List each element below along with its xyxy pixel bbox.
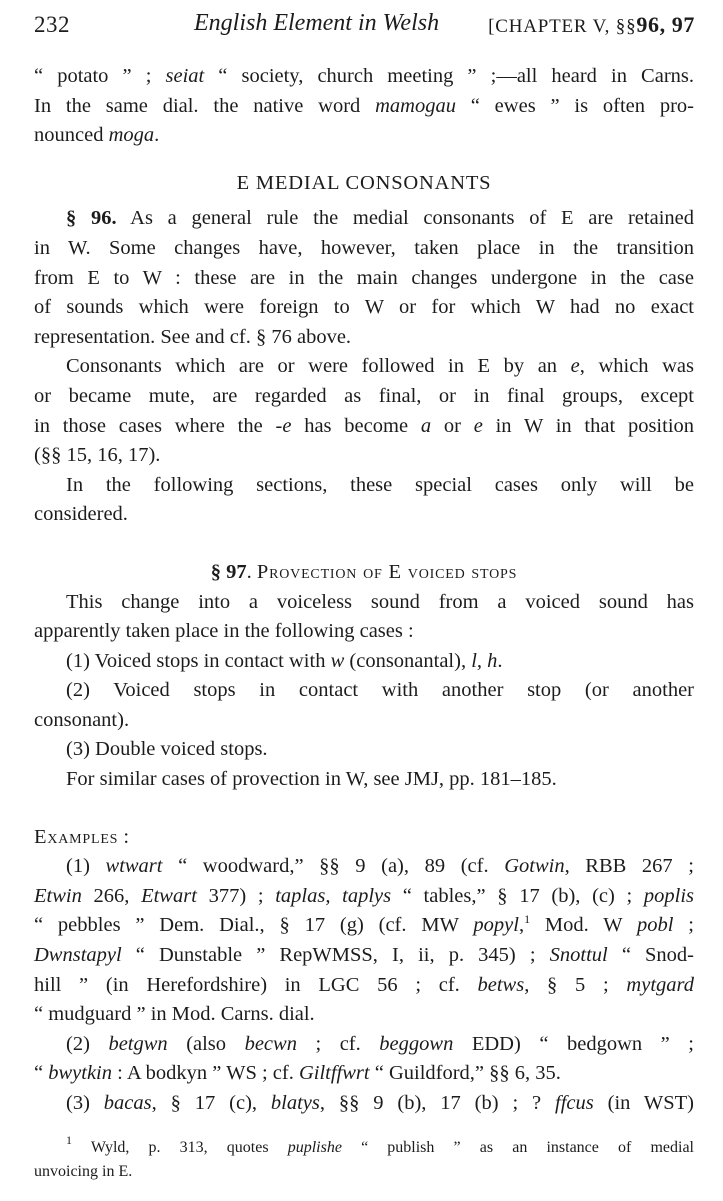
- body-line: Consonants which are or were followed in E by an e, which was: [66, 355, 695, 378]
- body-line: in those cases where the -e has become a or e in W in that position: [34, 414, 695, 437]
- examples-heading: Examples :: [34, 825, 130, 848]
- body-line: In the following sections, these special cases only will be: [66, 473, 694, 496]
- example-line: Dwnstapyl “ Dunstable ” RepWMSS, I, ii, p. 345) ; Snottul “ Snod-: [34, 944, 695, 967]
- example-line: (3) bacas, § 17 (c), blatys, §§ 9 (b), 17 (b) ; ? ffcus (in WST): [66, 1092, 694, 1114]
- italic-term: seiat: [165, 65, 205, 87]
- section-heading: § 97. Provection of E voiced stops: [210, 560, 518, 583]
- footnote: [34, 1133, 694, 1184]
- italic-term: becwn: [244, 1032, 297, 1055]
- section-number: § 96.: [66, 207, 117, 230]
- section-heading: E MEDIAL CONSONANTS: [236, 171, 492, 194]
- example-line: “ mudguard ” in Mod. Carns. dial.: [34, 1003, 315, 1026]
- italic-term: bwytkin: [48, 1062, 112, 1085]
- body-line: (§§ 15, 16, 17).: [34, 444, 161, 467]
- body-line: For similar cases of provection in W, see JMJ, pp. 181–185.: [66, 768, 557, 791]
- italic-term: Snottul: [549, 944, 608, 967]
- body-line: of sounds which were foreign to W or for which W had no exact: [34, 296, 694, 319]
- body-line: § 96. As a general rule the medial consonants of E are retained: [66, 207, 694, 230]
- example-line: “ pebbles ” Dem. Dial., § 17 (g) (cf. MW popyl,$^1$ Mod. W pobl ;: [34, 912, 694, 937]
- example-line: hill ” (in Herefordshire) in LGC 56 ; cf. betws, § 5 ; mytgard: [34, 973, 694, 996]
- example-line: (2) betgwn (also becwn ; cf. beggown EDD) “ bedgown ” ;: [66, 1032, 694, 1055]
- list-item: (1) Voiced stops in contact with w (consonantal), l, h.: [66, 649, 503, 672]
- italic-term: ffcus: [555, 1092, 594, 1114]
- example-line: “ bwytkin : A bodkyn ” WS ; cf. Giltffwrt “ Guildford,” §§ 6, 35.: [34, 1062, 561, 1085]
- footnote-line: $^1$ Wyld, p. 313, quotes puplishe “ publish ” as an instance of medial: [66, 1133, 694, 1156]
- italic-term: mamogau: [375, 94, 456, 117]
- body-line: “ potato ” ; seiat “ society, church meeting ” ;—all heard in Carns.: [34, 65, 694, 87]
- italic-term: Gotwin: [504, 855, 565, 878]
- italic-term: blatys: [270, 1092, 320, 1114]
- body-line: in W. Some changes have, however, taken place in the transition: [34, 236, 694, 259]
- page-number: 232: [34, 12, 70, 37]
- footnote-ref: 1: [524, 912, 531, 927]
- italic-term: moga: [108, 124, 155, 147]
- italic-term: poplis: [643, 884, 695, 907]
- footnote-marker: 1: [66, 1133, 72, 1147]
- body-line: In the same dial. the native word mamogau “ ewes ” is often pro-: [34, 94, 694, 117]
- italic-term: popyl: [473, 914, 519, 937]
- body-line: nounced moga.: [34, 124, 160, 147]
- italic-term: pobl: [637, 914, 674, 937]
- italic-term: betgwn: [108, 1032, 168, 1055]
- italic-term: wtwart: [105, 855, 163, 878]
- italic-term: e: [473, 414, 483, 437]
- body-line: apparently taken place in the following cases :: [34, 620, 414, 643]
- body-line: This change into a voiceless sound from a voiced sound has: [66, 590, 694, 613]
- italic-term: mytgard: [626, 973, 694, 996]
- chapter-reference: [488, 12, 695, 38]
- italic-term: betws: [477, 973, 525, 996]
- body-text: [34, 62, 694, 1119]
- italic-term: e: [282, 414, 292, 437]
- italic-term: Etwart: [141, 884, 197, 907]
- body-line: or became mute, are regarded as final, or in final groups, except: [34, 384, 694, 407]
- small-caps-text: Provection of E voiced stops: [256, 560, 518, 583]
- running-title: English Element in Welsh: [194, 10, 440, 36]
- italic-term: taplas, taplys: [275, 884, 392, 907]
- body-line: from E to W : these are in the main changes undergone in the case: [34, 266, 694, 289]
- body-line: consonant).: [34, 708, 130, 731]
- italic-term: Giltffwrt: [298, 1062, 370, 1085]
- chapter-label: [CHAPTER V, §§: [488, 16, 637, 37]
- italic-term: a: [420, 414, 432, 437]
- italic-term: w: [330, 649, 345, 672]
- small-caps-text: Examples: [34, 825, 119, 848]
- running-header: [34, 10, 695, 44]
- italic-term: beggown: [379, 1032, 454, 1055]
- body-line: considered.: [34, 503, 128, 526]
- italic-term: l, h: [471, 649, 498, 672]
- list-item: (3) Double voiced stops.: [66, 738, 268, 761]
- italic-term: Etwin: [34, 884, 82, 907]
- section-number: § 97: [210, 560, 247, 583]
- example-line: (1) wtwart “ woodward,” §§ 9 (a), 89 (cf. Gotwin, RBB 267 ;: [66, 855, 694, 878]
- example-line: Etwin 266, Etwart 377) ; taplas, taplys “ tables,” § 17 (b), (c) ; poplis: [34, 884, 695, 907]
- list-item: (2) Voiced stops in contact with another stop (or another: [66, 679, 694, 702]
- italic-term: puplishe: [287, 1139, 342, 1156]
- italic-term: bacas: [103, 1092, 152, 1114]
- body-line: representation. See and cf. § 76 above.: [34, 325, 352, 348]
- italic-term: Dwnstapyl: [34, 944, 122, 967]
- footnote-line: unvoicing in E.: [34, 1163, 133, 1180]
- italic-term: e: [570, 355, 580, 378]
- chapter-sections: 96, 97: [636, 12, 695, 37]
